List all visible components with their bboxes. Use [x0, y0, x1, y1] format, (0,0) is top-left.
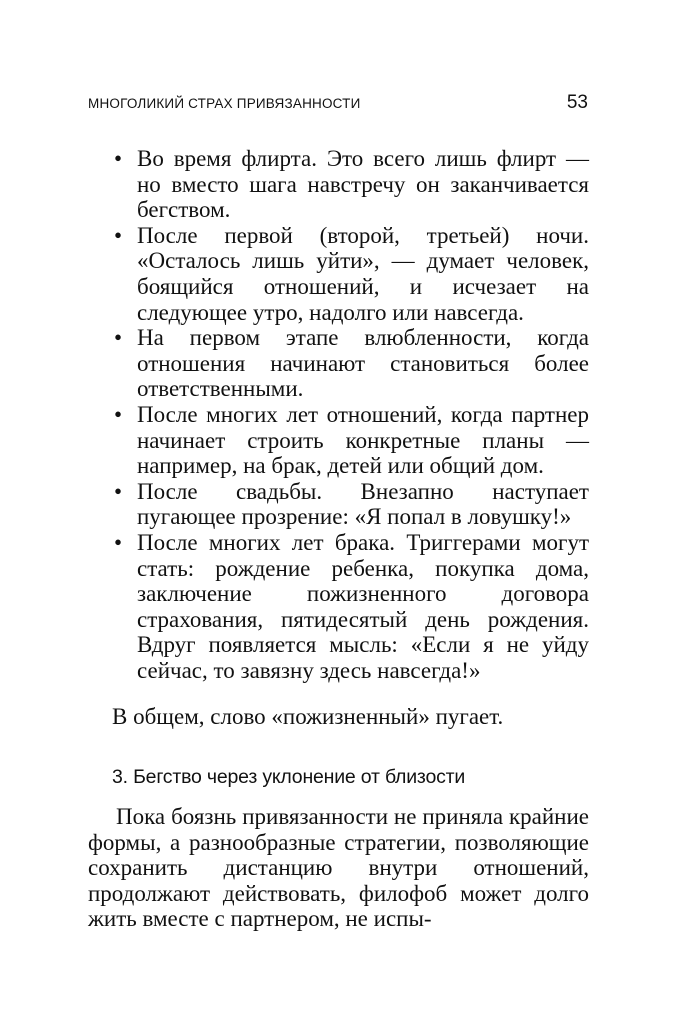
bullet-icon: • [114, 146, 123, 171]
list-item-text: После первой (второй, третьей) ночи. «Осталось лишь уйти», — думает человек, боящийся отношений, и исчезает на следующее утро, надолго или навсегда. [137, 222, 589, 325]
bullet-icon: • [114, 222, 123, 248]
bullet-icon: • [114, 529, 123, 555]
bullet-icon: • [114, 401, 123, 427]
list-item [112, 479, 589, 530]
list-item-text: После многих лет брака. Триггерами могут стать: рождение ребенка, покупка дома, заключение пожизненного договора страхования, пятидесятый день рождения. Вдруг появляется мысль: «Если я не уйду сейчас, то завязну здесь навсегда!» [137, 529, 589, 683]
list-item [112, 223, 589, 325]
list-item-text: После свадьбы. Внезапно наступает пугающее прозрение: «Я попал в ловушку!» [137, 478, 589, 530]
bullet-icon: • [114, 325, 123, 351]
list-item-text: После многих лет отношений, когда партнер начинает строить конкретные планы — например, на брак, детей или общий дом. [137, 401, 589, 479]
list-item [112, 325, 589, 402]
list-item-text: Во время флирта. Это всего лишь флирт — но вместо шага навстречу он заканчивается бегством. [137, 146, 589, 223]
list-item [112, 146, 589, 223]
running-head [88, 92, 588, 116]
section-heading: 3. Бегство через уклонение от близости [112, 766, 466, 788]
bullet-list [112, 146, 589, 683]
running-title: МНОГОЛИКИЙ СТРАХ ПРИВЯЗАННОСТИ [88, 96, 361, 111]
list-item [112, 530, 589, 684]
list-item-text: На первом этапе влюбленности, когда отношения начинают становиться более ответственными. [137, 325, 589, 402]
page-number: 53 [566, 92, 588, 113]
bullet-icon: • [114, 478, 123, 504]
summary-sentence: В общем, слово «пожизненный» пугает. [112, 704, 504, 729]
section-paragraph: Пока боязнь привязанности не приняла крайние формы, а разнообразные стратегии, позволяющие сохранить дистанцию внутри отношений, продолжают действовать, филофоб может долго жить вместе с партнером, не испы- [88, 804, 589, 932]
list-item [112, 402, 589, 479]
